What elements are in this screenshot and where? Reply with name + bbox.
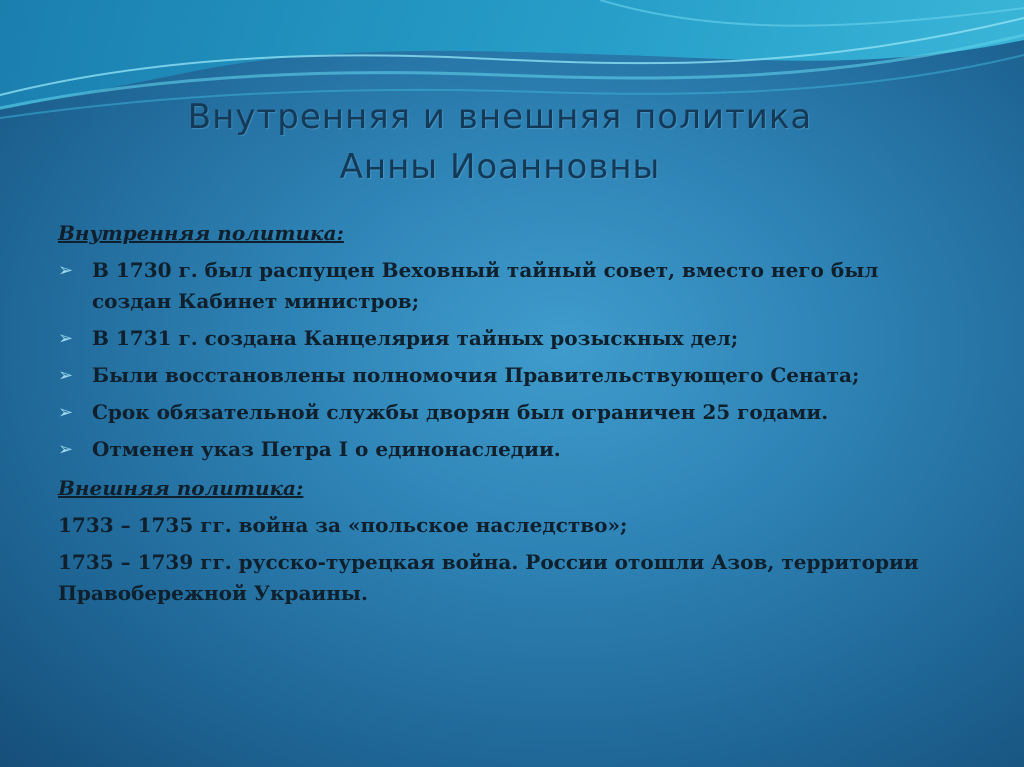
arrowhead-icon: ➢ bbox=[58, 328, 74, 349]
slide-content bbox=[58, 218, 958, 615]
list-item-text: Отменен указ Петра I о единонаследии. bbox=[92, 437, 561, 461]
list-item bbox=[58, 255, 958, 317]
title-line-2: Анны Иоанновны bbox=[339, 147, 661, 187]
list-item-text: Срок обязательной службы дворян был ограничен 25 годами. bbox=[92, 400, 829, 424]
domestic-policy-list bbox=[58, 255, 958, 465]
arrowhead-icon: ➢ bbox=[58, 260, 74, 281]
domestic-policy-heading: Внутренняя политика: bbox=[58, 221, 344, 245]
list-item bbox=[58, 397, 958, 428]
title-line-1: Внутренняя и внешняя политика bbox=[187, 97, 813, 137]
foreign-policy-line: 1733 – 1735 гг. война за «польское наследство»; bbox=[58, 513, 628, 537]
foreign-policy-line: 1735 – 1739 гг. русско-турецкая война. России отошли Азов, территории Правобережной Украины. bbox=[58, 550, 919, 605]
list-item-text: Были восстановлены полномочия Правительствующего Сената; bbox=[92, 363, 860, 387]
list-item bbox=[58, 360, 958, 391]
arrowhead-icon: ➢ bbox=[58, 439, 74, 460]
slide-title bbox=[0, 92, 1000, 192]
list-item bbox=[58, 434, 958, 465]
list-item bbox=[58, 323, 958, 354]
foreign-policy-heading: Внешняя политика: bbox=[58, 476, 304, 500]
list-item-text: В 1731 г. создана Канцелярия тайных розыскных дел; bbox=[92, 326, 739, 350]
list-item-text: В 1730 г. был распущен Веховный тайный совет, вместо него был создан Кабинет министров; bbox=[92, 258, 879, 313]
arrowhead-icon: ➢ bbox=[58, 402, 74, 423]
arrowhead-icon: ➢ bbox=[58, 365, 74, 386]
